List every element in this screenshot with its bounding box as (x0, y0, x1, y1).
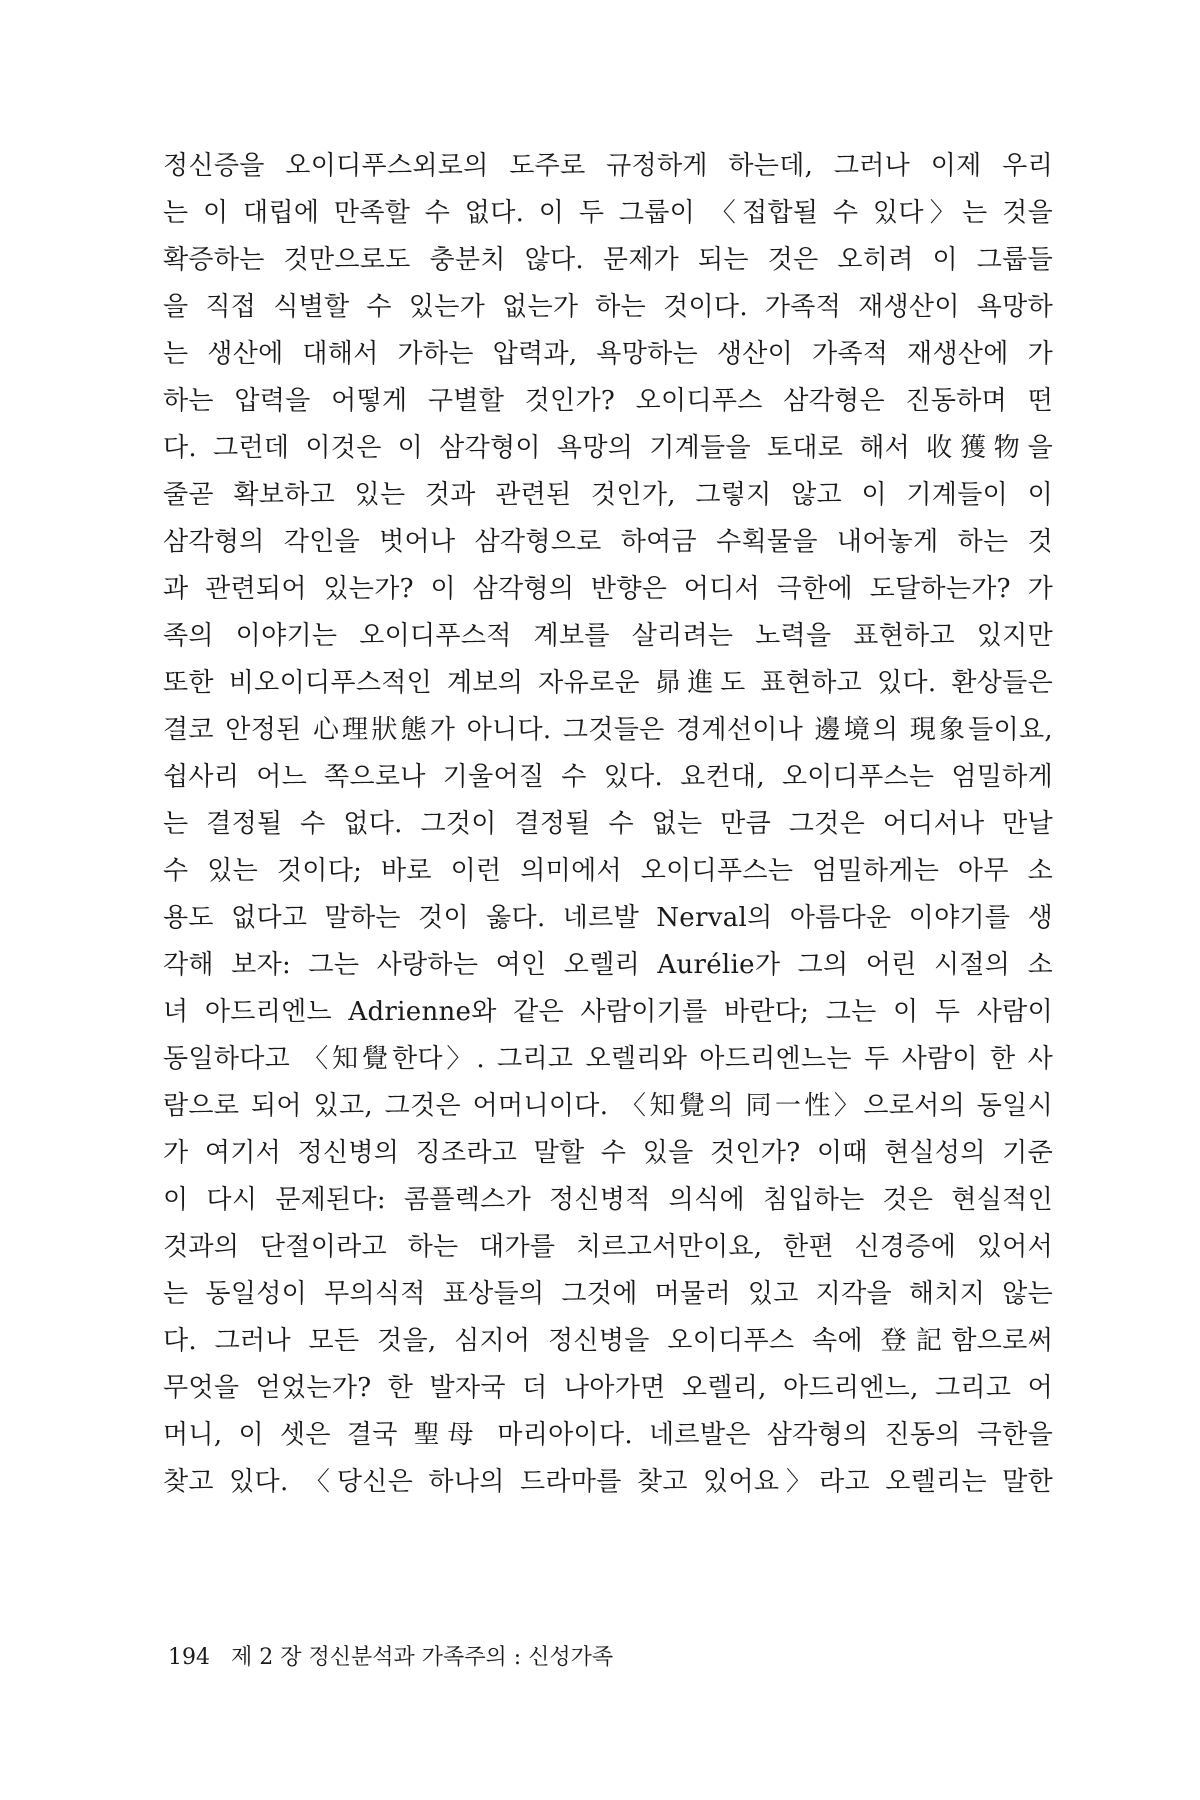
text-line: 무엇을 얻었는가? 한 발자국 더 나아가면 오렐리, 아드리엔느, 그리고 어 (163, 1373, 1053, 1403)
text-line: 수 있는 것이다; 바로 이런 의미에서 오이디푸스는 엄밀하게는 아무 소 (163, 856, 1053, 886)
text-line: 가 여기서 정신병의 징조라고 말할 수 있을 것인가? 이때 현실성의 기준 (163, 1138, 1053, 1168)
text-line: 또한 비오이디푸스적인 계보의 자유로운 昴進도 표현하고 있다. 환상들은 (163, 668, 1053, 698)
text-line: 이 다시 문제된다: 콤플렉스가 정신병적 의식에 침입하는 것은 현실적인 (163, 1185, 1053, 1215)
text-line: 삼각형의 각인을 벗어나 삼각형으로 하여금 수획물을 내어놓게 하는 것 (163, 527, 1053, 557)
page-number: 194 (168, 1645, 210, 1670)
page-footer (168, 1640, 613, 1676)
text-line: 것과의 단절이라고 하는 대가를 치르고서만이요, 한편 신경증에 있어서 (163, 1232, 1053, 1262)
text-line: 결코 안정된 心理狀態가 아니다. 그것들은 경계선이나 邊境의 現象들이요, (163, 715, 1053, 745)
text-line: 쉽사리 어느 쪽으로나 기울어질 수 있다. 요컨대, 오이디푸스는 엄밀하게 (163, 762, 1053, 792)
text-line: 각해 보자: 그는 사랑하는 여인 오렐리 Aurélie가 그의 어린 시절의 소 (163, 950, 1053, 980)
text-line: 는 동일성이 무의식적 표상들의 그것에 머물러 있고 지각을 해치지 않는 (163, 1279, 1053, 1309)
running-footer-chapter: 제 2 장 정신분석과 가족주의 : 신성가족 (231, 1645, 614, 1670)
text-line: 과 관련되어 있는가? 이 삼각형의 반향은 어디서 극한에 도달하는가? 가 (163, 574, 1053, 604)
text-line: 하는 압력을 어떻게 구별할 것인가? 오이디푸스 삼각형은 진동하며 떤 (163, 386, 1053, 416)
text-line: 람으로 되어 있고, 그것은 어머니이다. 〈知覺의 同一性〉으로서의 동일시 (163, 1091, 1053, 1121)
text-line: 확증하는 것만으로도 충분치 않다. 문제가 되는 것은 오히려 이 그룹들 (163, 245, 1053, 275)
text-line: 줄곧 확보하고 있는 것과 관련된 것인가, 그렇지 않고 이 기계들이 이 (163, 480, 1053, 510)
text-line: 동일하다고 〈知覺한다〉. 그리고 오렐리와 아드리엔느는 두 사람이 한 사 (163, 1044, 1053, 1074)
text-line: 머니, 이 셋은 결국 聖母 마리아이다. 네르발은 삼각형의 진동의 극한을 (163, 1420, 1053, 1450)
text-line: 는 생산에 대해서 가하는 압력과, 욕망하는 생산이 가족적 재생산에 가 (163, 339, 1053, 369)
text-line: 을 직접 식별할 수 있는가 없는가 하는 것이다. 가족적 재생산이 욕망하 (163, 292, 1053, 322)
text-line: 는 이 대립에 만족할 수 없다. 이 두 그룹이 〈접합될 수 있다〉는 것을 (163, 198, 1053, 228)
text-line: 정신증을 오이디푸스외로의 도주로 규정하게 하는데, 그러나 이제 우리 (163, 151, 1053, 181)
text-line: 녀 아드리엔느 Adrienne와 같은 사람이기를 바란다; 그는 이 두 사람이 (163, 997, 1053, 1027)
text-line: 다. 그런데 이것은 이 삼각형이 욕망의 기계들을 토대로 해서 收獲物을 (163, 433, 1053, 463)
text-line: 는 결정될 수 없다. 그것이 결정될 수 없는 만큼 그것은 어디서나 만날 (163, 809, 1053, 839)
body-text (163, 143, 1053, 1506)
text-line: 찾고 있다. 〈당신은 하나의 드라마를 찾고 있어요〉라고 오렐리는 말한 (163, 1467, 1053, 1497)
text-line: 족의 이야기는 오이디푸스적 계보를 살리려는 노력을 표현하고 있지만 (163, 621, 1053, 651)
text-line: 용도 없다고 말하는 것이 옳다. 네르발 Nerval의 아름다운 이야기를 생 (163, 903, 1053, 933)
text-line: 다. 그러나 모든 것을, 심지어 정신병을 오이디푸스 속에 登記함으로써 (163, 1326, 1053, 1356)
